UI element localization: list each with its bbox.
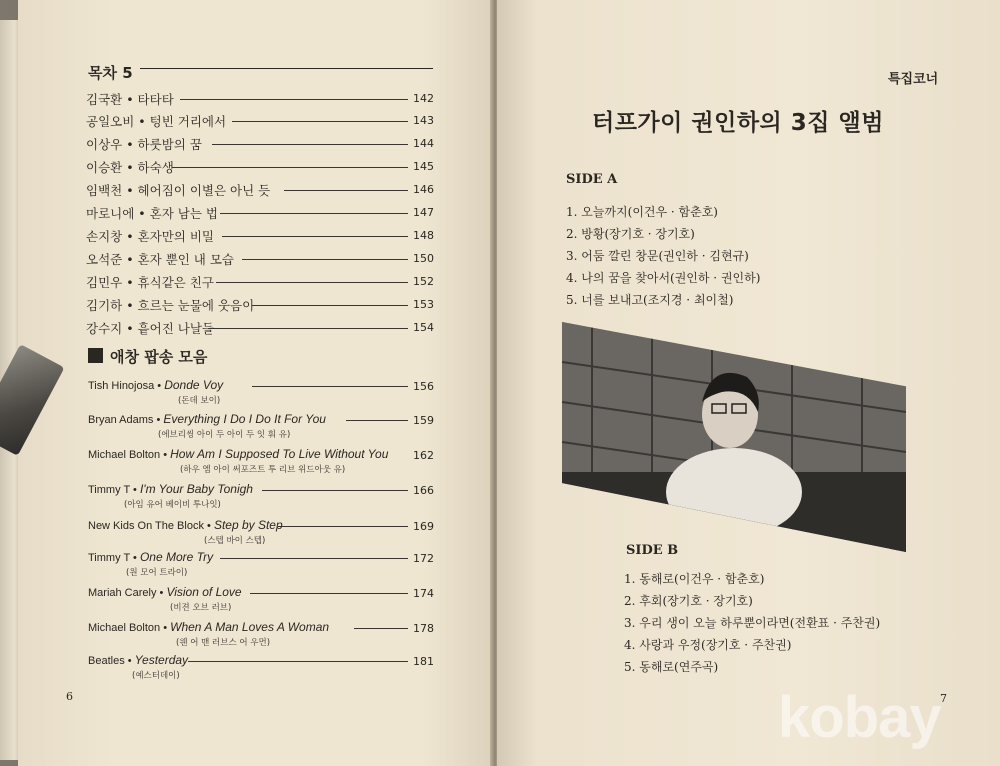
- toc-entry-page: 144: [413, 137, 434, 150]
- toc-entry-page: 150: [413, 252, 434, 265]
- pop-entry-title: [88, 653, 188, 667]
- pop-artist: Timmy T: [88, 484, 130, 496]
- pop-korean-reading: (에브리씽 아이 두 아이 두 잇 훠 유): [158, 430, 291, 440]
- toc-entry-page: 142: [413, 92, 434, 105]
- toc-entry-text: 공일오비 • 텅빈 거리에서: [86, 114, 227, 129]
- toc-entry: [86, 202, 434, 222]
- toc-header: [88, 62, 433, 84]
- pop-entry-page: 159: [413, 414, 434, 427]
- leader-line: [250, 593, 408, 594]
- leader-line: [212, 144, 408, 145]
- track-item: 4. 나의 꿈을 찾아서(권인하 · 권인하): [566, 271, 761, 285]
- pop-entry-page: 166: [413, 484, 434, 497]
- pop-entry-page: 181: [413, 655, 434, 668]
- leader-line: [354, 628, 408, 629]
- pop-korean-reading: (웬 어 맨 러브스 어 우먼): [176, 638, 271, 648]
- toc-entry-text: 김민우 • 휴식같은 친구: [86, 275, 214, 290]
- album-title: 터프가이 권인하의 3집 앨범: [592, 110, 884, 136]
- toc-entry-page: 152: [413, 275, 434, 288]
- pop-song: Yesterday: [134, 653, 189, 667]
- toc-entry-page: 143: [413, 114, 434, 127]
- pop-song: Donde Voy: [164, 378, 224, 392]
- toc-header-rule: [140, 68, 433, 69]
- pop-entry-title: [88, 550, 213, 564]
- leader-line: [284, 190, 408, 191]
- pop-entry-title: [88, 518, 283, 532]
- track-item: 3. 어둠 깔린 창문(권인하 · 김현규): [566, 249, 749, 263]
- bullet-separator-icon: •: [153, 414, 164, 426]
- track-item: 2. 후회(장기호 · 장기호): [624, 594, 753, 608]
- pop-entry: [88, 653, 434, 685]
- side-a-label: SIDE A: [566, 172, 618, 187]
- bullet-separator-icon: •: [129, 552, 140, 564]
- track-item: 5. 동해로(연주곡): [624, 660, 719, 674]
- bullet-separator-icon: •: [124, 655, 135, 667]
- pop-entry: [88, 620, 434, 652]
- track-item: 1. 동해로(이건우 · 함춘호): [624, 572, 765, 586]
- pop-entry-page: 162: [413, 449, 434, 462]
- pop-artist: Bryan Adams: [88, 414, 154, 426]
- bullet-separator-icon: •: [156, 587, 167, 599]
- leader-line: [222, 236, 408, 237]
- square-bullet-icon: [88, 348, 103, 363]
- pop-korean-reading: (원 모어 트라이): [126, 568, 188, 578]
- toc-entry-text: 손지창 • 혼자만의 비밀: [86, 229, 214, 244]
- pop-entry-title: [88, 620, 329, 634]
- track-item: 1. 오늘까지(이건우 · 함춘호): [566, 205, 718, 219]
- pop-korean-reading: (하우 엠 아이 써포즈트 투 리브 위드아웃 유): [180, 465, 346, 475]
- toc-title: 목차 5: [88, 64, 133, 82]
- bullet-separator-icon: •: [129, 484, 140, 496]
- toc-entry-text: 마로니에 • 혼자 남는 법: [86, 206, 218, 221]
- bullet-separator-icon: •: [160, 449, 171, 461]
- pop-korean-reading: (예스터데이): [132, 671, 180, 681]
- leader-line: [278, 526, 408, 527]
- leader-line: [208, 328, 408, 329]
- toc-entry: [86, 317, 434, 337]
- pop-entry-title: [88, 447, 388, 461]
- toc-entry-page: 146: [413, 183, 434, 196]
- toc-entry-page: 153: [413, 298, 434, 311]
- bullet-separator-icon: •: [154, 380, 165, 392]
- track-item: 2. 방황(장기호 · 장기호): [566, 227, 695, 241]
- leader-line: [220, 558, 408, 559]
- toc-entry-page: 148: [413, 229, 434, 242]
- leader-line: [220, 213, 408, 214]
- leader-line: [252, 386, 408, 387]
- left-page-number: 6: [66, 690, 73, 703]
- toc-entry-page: 154: [413, 321, 434, 334]
- toc-entry: [86, 294, 434, 314]
- leader-line: [180, 99, 408, 100]
- pop-entry-page: 174: [413, 587, 434, 600]
- toc-entry-text: 김국환 • 타타타: [86, 92, 174, 107]
- toc-entry-page: 147: [413, 206, 434, 219]
- toc-entry: [86, 271, 434, 291]
- pop-song: Vision of Love: [166, 585, 242, 599]
- pop-song: When A Man Loves A Woman: [170, 620, 330, 634]
- pop-song: I'm Your Baby Tonigh: [139, 482, 253, 496]
- leader-line: [262, 490, 408, 491]
- pop-entry-title: [88, 412, 326, 426]
- pop-entry-page: 172: [413, 552, 434, 565]
- pop-entry: [88, 378, 434, 410]
- pop-section-title: 애창 팝송 모음: [110, 348, 208, 366]
- pop-korean-reading: (스텝 바이 스텝): [204, 536, 266, 546]
- pop-entry: [88, 447, 434, 479]
- toc-entry-text: 이상우 • 하룻밤의 꿈: [86, 137, 202, 152]
- leader-line: [216, 282, 408, 283]
- pop-song: Everything I Do I Do It For You: [163, 412, 326, 426]
- pop-entry: [88, 585, 434, 617]
- bullet-separator-icon: •: [203, 520, 214, 532]
- toc-entry-text: 강수지 • 흩어진 나날들: [86, 321, 214, 336]
- pop-artist: Tish Hinojosa: [88, 380, 155, 392]
- toc-entry: [86, 110, 434, 130]
- pop-entry: [88, 412, 434, 444]
- toc-entry: [86, 133, 434, 153]
- track-item: 4. 사랑과 우정(장기호 · 주찬권): [624, 638, 792, 652]
- bullet-separator-icon: •: [160, 622, 171, 634]
- toc-entry: [86, 179, 434, 199]
- right-page-number: 7: [940, 692, 947, 705]
- pop-entry-page: 169: [413, 520, 434, 533]
- pop-korean-reading: (아임 유어 베이비 투나잇): [124, 500, 221, 510]
- leader-line: [188, 661, 408, 662]
- kobay-watermark: kobay: [778, 685, 941, 750]
- pop-song: Step by Step: [213, 518, 283, 532]
- track-item: 5. 너를 보내고(조지경 · 최이철): [566, 293, 734, 307]
- pop-entry-title: [88, 585, 242, 599]
- toc-entry: [86, 88, 434, 108]
- leader-line: [172, 167, 408, 168]
- pop-entry-page: 178: [413, 622, 434, 635]
- leader-line: [346, 420, 408, 421]
- pop-entry-page: 156: [413, 380, 434, 393]
- track-item: 3. 우리 생이 오늘 하루뿐이라면(전환표 · 주찬권): [624, 616, 881, 630]
- leader-line: [252, 305, 408, 306]
- leader-line: [232, 121, 408, 122]
- pop-entry-title: [88, 482, 253, 496]
- toc-entry: [86, 225, 434, 245]
- side-b-label: SIDE B: [626, 543, 679, 558]
- pop-artist: New Kids On The Block: [88, 520, 204, 532]
- pop-artist: Beatles: [88, 655, 125, 667]
- pop-korean-reading: (돈데 보이): [178, 396, 221, 406]
- pop-song: One More Try: [139, 550, 214, 564]
- pop-korean-reading: (비젼 오브 러브): [170, 603, 232, 613]
- pop-entry: [88, 482, 434, 514]
- special-corner-label: 특집코너: [888, 72, 939, 87]
- pop-song: How Am I Supposed To Live Without You: [170, 447, 389, 461]
- pop-artist: Mariah Carely: [88, 587, 157, 599]
- toc-entry-text: 김기하 • 흐르는 눈물에 웃음이: [86, 298, 255, 313]
- pop-artist: Michael Bolton: [88, 622, 161, 634]
- pop-artist: Timmy T: [88, 552, 130, 564]
- pop-entry: [88, 518, 434, 550]
- toc-entry-text: 오석준 • 혼자 뿐인 내 모습: [86, 252, 234, 267]
- leader-line: [242, 259, 408, 260]
- pop-entry: [88, 550, 434, 582]
- toc-entry: [86, 156, 434, 176]
- pop-entry-title: [88, 378, 223, 392]
- toc-entry: [86, 248, 434, 268]
- toc-entry-text: 이승환 • 하숙생: [86, 160, 174, 175]
- pop-artist: Michael Bolton: [88, 449, 161, 461]
- toc-entry-text: 임백천 • 헤어짐이 이별은 아닌 듯: [86, 183, 271, 198]
- toc-entry-page: 145: [413, 160, 434, 173]
